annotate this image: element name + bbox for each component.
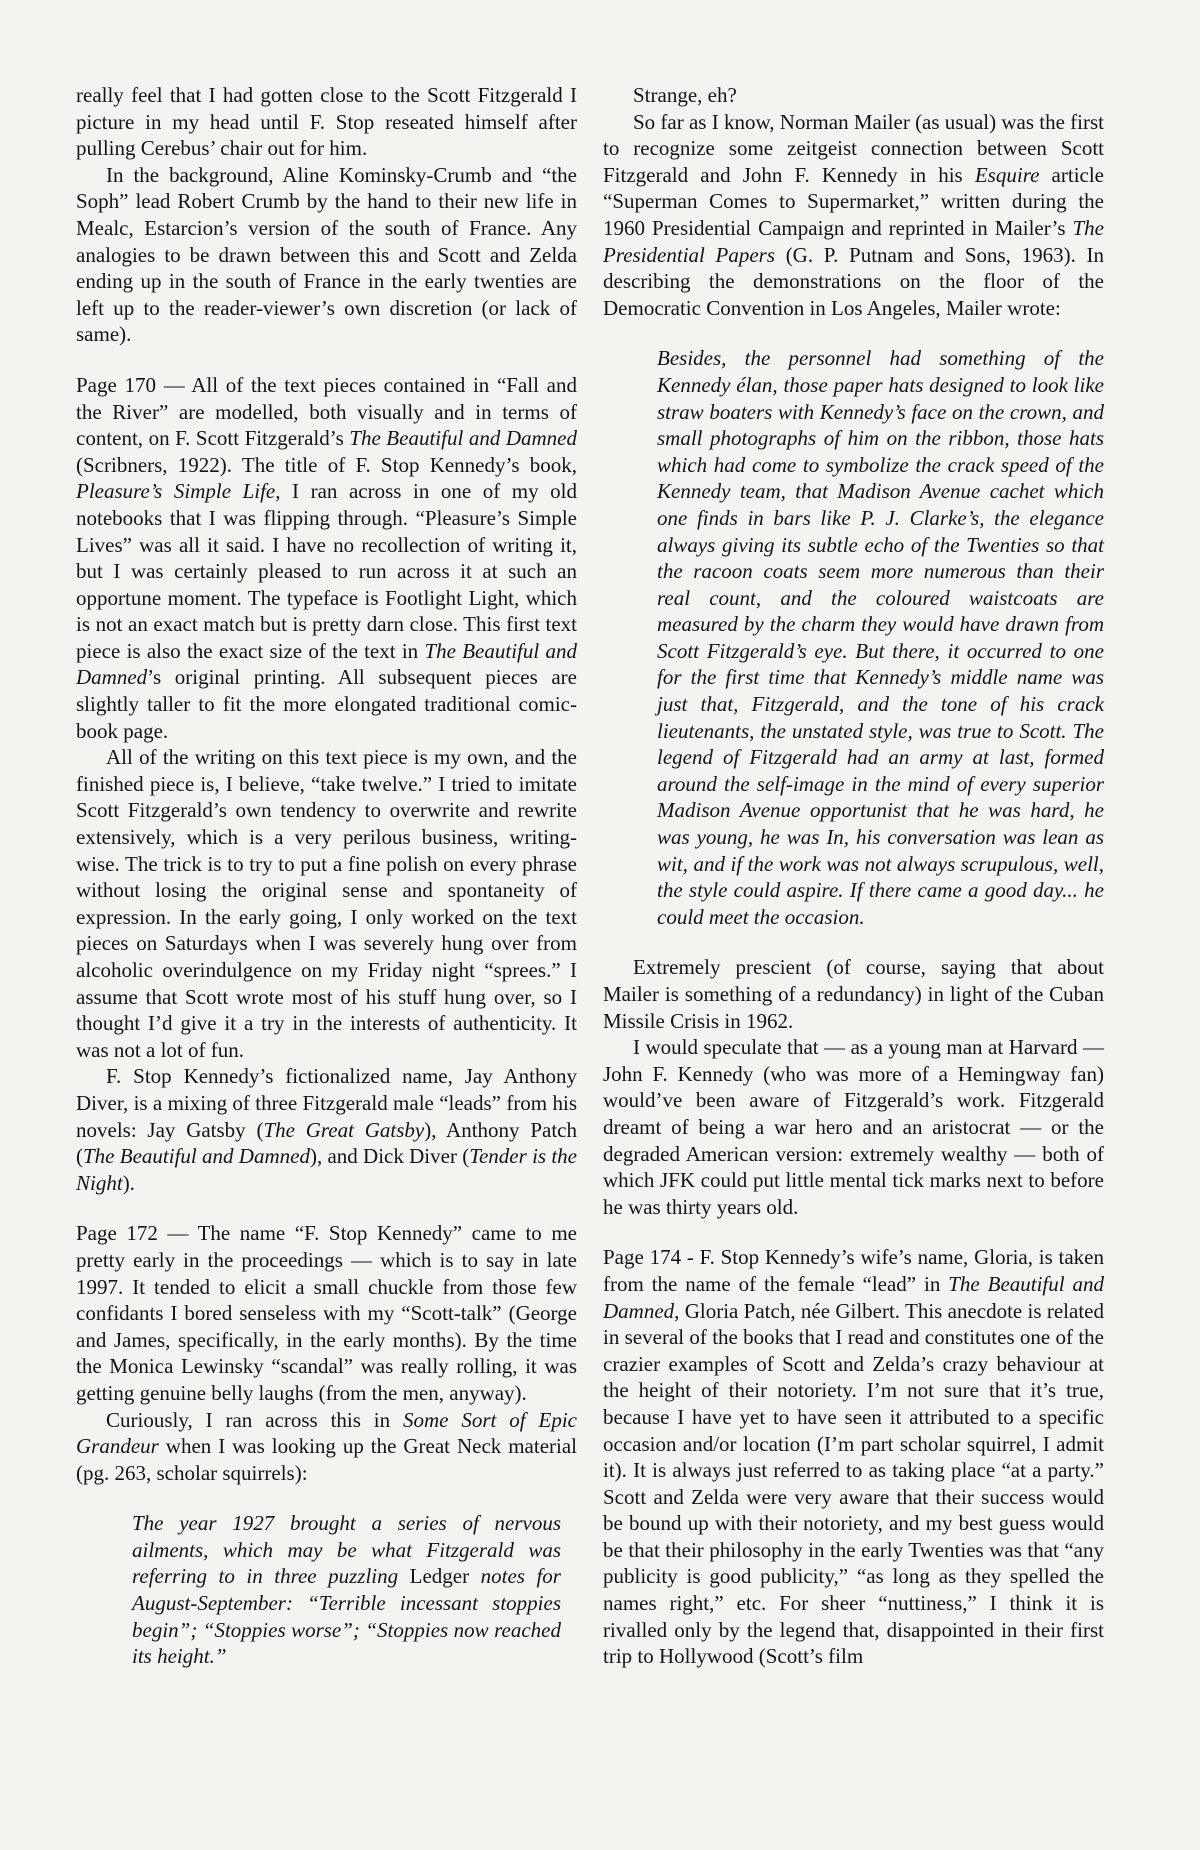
- spacer: [76, 348, 577, 372]
- spacer: [76, 1486, 577, 1510]
- paragraph: Curiously, I ran across this in Some Sort of Epic Grandeur when I was looking up the Great Neck material (pg. 263, scholar squirrels):: [76, 1407, 577, 1485]
- block-quote: [132, 1510, 561, 1670]
- quote-text: The year 1927 brought a series of nervous ailments, which may be what Fitzgerald was referring to in three puzzling Ledger notes for August-September: “Terrible incessant stoppies begin”; “Stoppies worse”; “Stoppies now reached its height.”: [132, 1511, 561, 1669]
- right-column: [603, 82, 1104, 1670]
- paragraph: F. Stop Kennedy’s fictionalized name, Jay Anthony Diver, is a mixing of three Fitzgerald male “leads” from his novels: Jay Gatsby (The Great Gatsby), Anthony Patch (The Beautiful and Damned), and Dick Diver (Tender is the Night).: [76, 1064, 578, 1195]
- paragraph: So far as I know, Norman Mailer (as usual) was the first to recognize some zeitgeist connection between Scott Fitzgerald and John F. Kennedy in his Esquire article “Superman Comes to Supermarket,” written during the 1960 Presidential Campaign and reprinted in Mailer’s The Presidential Papers (G. P. Putnam and Sons, 1963). In describing the demonstrations on the floor of the Democratic Convention in Los Angeles, Mailer wrote:: [603, 109, 1105, 320]
- left-column: [76, 82, 577, 1670]
- paragraph: really feel that I had gotten close to the Scott Fitzgerald I picture in my head until F. Stop reseated himself after pulling Cerebus’ chair out for him.: [76, 83, 577, 161]
- paragraph: I would speculate that — as a young man at Harvard — John F. Kennedy (who was more of a Hemingway fan) would’ve been aware of Fitzgerald’s work. Fitzgerald dreamt of being a war hero and an aristocrat — or the degraded American version: extremely wealthy — both of which JFK could put little mental tick marks next to before he was thirty years old.: [603, 1035, 1104, 1219]
- spacer: [603, 321, 1104, 345]
- paragraph: Extremely prescient (of course, saying that about Mailer is something of a redundancy) in light of the Cuban Missile Crisis in 1962.: [603, 955, 1104, 1033]
- spacer: [603, 1220, 1104, 1244]
- quote-text: Besides, the personnel had something of the Kennedy élan, those paper hats designed to look like straw boaters with Kennedy’s face on the crown, and small photographs of him on the ribbon, those hats which had come to symbolize the crack speed of the Kennedy team, that Madison Avenue cachet which one finds in bars like P. J. Clarke’s, the elegance always giving its subtle echo of the Twenties so that the racoon coats seem more numerous than their real count, and the coloured waistcoats are measured by the charm they would have drawn from Scott Fitzgerald’s eye. But there, it occurred to one for the first time that Kennedy’s middle name was just that, Fitzgerald, and the tone of his crack lieutenants, the unstated style, was true to Scott. The legend of Fitzgerald had an army at last, formed around the self-image in the mind of every superior Madison Avenue opportunist that he was hard, he was young, he was In, his conversation was lean as wit, and if the work was not always scrupulous, well, the style could aspire. If there came a good day... he could meet the occasion.: [657, 346, 1104, 929]
- paragraph: Page 174 - F. Stop Kennedy’s wife’s name, Gloria, is taken from the name of the female “lead” in The Beautiful and Damned, Gloria Patch, née Gilbert. This anecdote is related in several of the books that I read and constitutes one of the crazier examples of Scott and Zelda’s crazy behaviour at the height of their notoriety. I’m not sure that it’s true, because I have yet to have seen it attributed to a specific occasion and/or location (I’m part scholar squirrel, I admit it). It is always just referred to as taking place “at a party.” Scott and Zelda were very aware that their success would be bound up with their notoriety, and my best guess would be that their philosophy in the early Twenties was that “any publicity is good publicity,” “as long as they spelled the names right,” etc. For sheer “nuttiness,” I think it is rivalled only by the legend that, disappointed in their first trip to Hollywood (Scott’s film: [603, 1245, 1104, 1669]
- spacer: [76, 1196, 577, 1220]
- paragraph: Page 170 — All of the text pieces contained in “Fall and the River” are modelled, both visually and in terms of content, on F. Scott Fitzgerald’s The Beautiful and Damned (Scribners, 1922). The title of F. Stop Kennedy’s book, Pleasure’s Simple Life, I ran across in one of my old notebooks that I was flipping through. “Pleasure’s Simple Lives” was all it said. I have no recollection of writing it, but I was certainly pleased to run across it at such an opportune moment. The typeface is Footlight Light, which is not an exact match but is pretty darn close. This first text piece is also the exact size of the text in The Beautiful and Damned’s original printing. All subsequent pieces are slightly taller to fit the more elongated traditional comic-book page.: [76, 372, 578, 743]
- spacer: [603, 930, 1104, 954]
- paragraph: Page 172 — The name “F. Stop Kennedy” came to me pretty early in the proceedings — which is to say in late 1997. It tended to elicit a small chuckle from those few confidants I bored senseless with my “Scott-talk” (George and James, specifically, in the early months). By the time the Monica Lewinsky “scandal” was really rolling, it was getting genuine belly laughs (from the men, anyway).: [76, 1221, 577, 1405]
- paragraph: In the background, Aline Kominsky-Crumb and “the Soph” lead Robert Crumb by the hand to their new life in Mealc, Estarcion’s version of the south of France. Any analogies to be drawn between this and Scott and Zelda ending up in the south of France in the early twenties are left up to the reader-viewer’s own discretion (or lack of same).: [76, 162, 577, 347]
- paragraph: All of the writing on this text piece is my own, and the finished piece is, I believe, “take twelve.” I tried to imitate Scott Fitzgerald’s own tendency to overwrite and rewrite extensively, which is a very perilous business, writing-wise. The trick is to try to put a fine polish on every phrase without losing the original sense and spontaneity of expression. In the early going, I only worked on the text pieces on Saturdays when I was severely hung over from alcoholic overindulgence on my Friday night “sprees.” I assume that Scott wrote most of his stuff hung over, so I thought I’d give it a try in the interests of authenticity. It was not a lot of fun.: [76, 745, 577, 1062]
- paragraph: Strange, eh?: [633, 83, 737, 107]
- block-quote: [657, 345, 1104, 930]
